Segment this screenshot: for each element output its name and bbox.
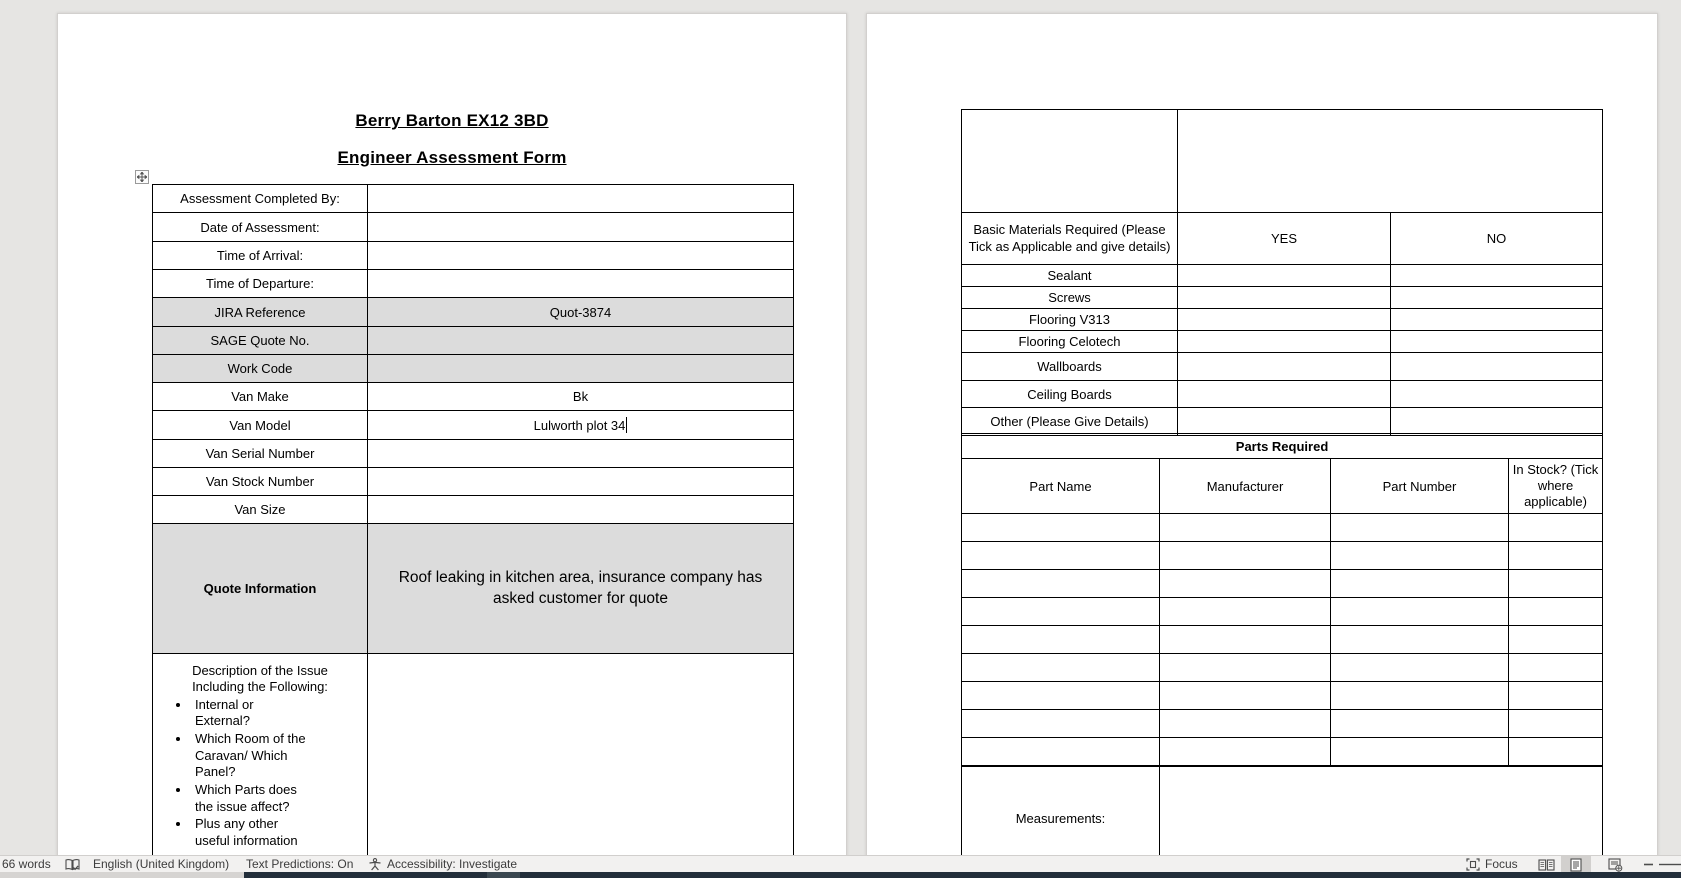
part-name-cell[interactable] (962, 542, 1160, 570)
table-move-handle[interactable] (135, 170, 149, 184)
parts-required-section-title: Parts Required (962, 434, 1603, 459)
word-status-bar (0, 855, 1681, 872)
accessibility-person-icon (368, 858, 382, 871)
in-stock-cell[interactable] (1509, 710, 1603, 738)
basic-materials-table (961, 109, 1603, 436)
form-label: Van Size (153, 496, 368, 524)
accessibility-checker-button[interactable] (366, 856, 384, 873)
taskbar-edge-strip (0, 872, 1681, 878)
part-name-column-header: Part Name (962, 459, 1160, 514)
in-stock-cell[interactable] (1509, 570, 1603, 598)
manufacturer-cell[interactable] (1160, 570, 1331, 598)
taskbar-dark-segment (244, 872, 1681, 878)
text-cursor (626, 417, 627, 433)
quote-information-label: Quote Information (153, 524, 368, 654)
form-value-cell[interactable] (368, 468, 794, 496)
manufacturer-cell[interactable] (1160, 710, 1331, 738)
material-label: Other (Please Give Details) (962, 408, 1178, 436)
manufacturer-cell[interactable] (1160, 514, 1331, 542)
material-yes-cell[interactable] (1178, 265, 1391, 287)
material-label: Flooring Celotech (962, 331, 1178, 353)
accessibility-status-button[interactable]: Accessibility: Investigate (387, 857, 518, 871)
part-number-column-header: Part Number (1331, 459, 1509, 514)
no-column-header: NO (1391, 213, 1603, 265)
material-label: Ceiling Boards (962, 381, 1178, 408)
word-count-button[interactable]: 66 words (2, 857, 51, 871)
document-page-2 (866, 13, 1658, 875)
yes-column-header: YES (1178, 213, 1391, 265)
web-layout-button[interactable] (1602, 856, 1628, 873)
part-name-cell[interactable] (962, 626, 1160, 654)
form-value-cell[interactable] (368, 496, 794, 524)
part-number-cell[interactable] (1331, 570, 1509, 598)
in-stock-cell[interactable] (1509, 542, 1603, 570)
material-yes-cell[interactable] (1178, 309, 1391, 331)
in-stock-cell[interactable] (1509, 514, 1603, 542)
manufacturer-column-header: Manufacturer (1160, 459, 1331, 514)
material-yes-cell[interactable] (1178, 287, 1391, 309)
description-value-cell[interactable] (368, 654, 794, 860)
form-value-cell[interactable] (368, 327, 794, 355)
form-value-cell[interactable] (368, 355, 794, 383)
proofing-book-icon (65, 859, 80, 871)
description-intro-line: Description of the Issue (192, 662, 328, 678)
web-layout-icon (1608, 858, 1623, 872)
proofing-status-button[interactable] (62, 856, 82, 873)
basic-materials-required-label: Basic Materials Required (Please Tick as Applicable and give details) (962, 213, 1178, 265)
description-intro-line: Including the Following: (192, 679, 328, 695)
part-number-cell[interactable] (1331, 542, 1509, 570)
focus-mode-label[interactable]: Focus (1485, 857, 1518, 871)
part-name-cell[interactable] (962, 570, 1160, 598)
materials-header-details-cell[interactable] (1178, 110, 1603, 213)
material-yes-cell[interactable] (1178, 331, 1391, 353)
manufacturer-cell[interactable] (1160, 682, 1331, 710)
form-value-cell[interactable] (368, 242, 794, 270)
description-bullet-list (157, 697, 363, 850)
read-mode-button[interactable] (1534, 856, 1558, 873)
material-yes-cell[interactable] (1178, 353, 1391, 381)
minus-icon (1644, 863, 1653, 866)
form-label: Van Make (153, 383, 368, 411)
material-no-cell[interactable] (1391, 265, 1603, 287)
part-name-cell[interactable] (962, 598, 1160, 626)
jira-reference-value[interactable]: Quot-3874 (368, 298, 794, 327)
quote-information-value[interactable] (368, 524, 794, 654)
form-label: JIRA Reference (153, 298, 368, 327)
form-value-cell[interactable] (368, 440, 794, 468)
document-headings (152, 111, 752, 168)
material-no-cell[interactable] (1391, 408, 1603, 436)
page-title: Berry Barton EX12 3BD (355, 111, 549, 130)
print-layout-button[interactable] (1561, 856, 1591, 873)
material-label: Sealant (962, 265, 1178, 287)
material-no-cell[interactable] (1391, 381, 1603, 408)
parts-required-table (961, 433, 1603, 766)
engineer-assessment-table (152, 184, 794, 860)
in-stock-cell[interactable] (1509, 626, 1603, 654)
material-yes-cell[interactable] (1178, 381, 1391, 408)
material-label: Screws (962, 287, 1178, 309)
manufacturer-cell[interactable] (1160, 654, 1331, 682)
bullet-item: • Which Room of the Caravan/ Which Panel? (191, 731, 311, 781)
focus-mode-button[interactable] (1464, 856, 1482, 873)
measurements-label: Measurements: (962, 767, 1160, 871)
manufacturer-cell[interactable] (1160, 738, 1331, 766)
form-label: Date of Assessment: (153, 213, 368, 242)
part-number-cell[interactable] (1331, 710, 1509, 738)
part-name-cell[interactable] (962, 738, 1160, 766)
bullet-item: • Which Parts does the issue affect? (191, 782, 311, 815)
van-make-value[interactable]: Bk (368, 383, 794, 411)
taskbar-app-highlight (487, 872, 520, 878)
text-predictions-button[interactable]: Text Predictions: On (246, 857, 354, 871)
part-number-cell[interactable] (1331, 598, 1509, 626)
part-name-cell[interactable] (962, 654, 1160, 682)
description-of-issue-label (153, 654, 368, 860)
van-model-value[interactable] (368, 411, 794, 440)
form-label: Time of Departure: (153, 270, 368, 298)
in-stock-cell[interactable] (1509, 654, 1603, 682)
quote-information-text: Roof leaking in kitchen area, insurance company has asked customer for quote (398, 568, 763, 607)
form-label: Work Code (153, 355, 368, 383)
move-cross-icon (137, 172, 147, 182)
form-label: Van Serial Number (153, 440, 368, 468)
in-stock-cell[interactable] (1509, 738, 1603, 766)
print-layout-icon (1570, 858, 1582, 872)
in-stock-cell[interactable] (1509, 682, 1603, 710)
language-button[interactable]: English (United Kingdom) (93, 857, 230, 871)
part-number-cell[interactable] (1331, 626, 1509, 654)
part-name-cell[interactable] (962, 514, 1160, 542)
document-page-1 (57, 13, 847, 875)
manufacturer-cell[interactable] (1160, 626, 1331, 654)
material-label: Flooring V313 (962, 309, 1178, 331)
manufacturer-cell[interactable] (1160, 598, 1331, 626)
manufacturer-cell[interactable] (1160, 542, 1331, 570)
zoom-slider-track (1659, 863, 1681, 866)
zoom-slider[interactable] (1659, 856, 1681, 873)
form-label: Time of Arrival: (153, 242, 368, 270)
form-label: Van Stock Number (153, 468, 368, 496)
material-yes-cell[interactable] (1178, 408, 1391, 436)
form-value-cell[interactable] (368, 185, 794, 213)
material-no-cell[interactable] (1391, 309, 1603, 331)
form-label: SAGE Quote No. (153, 327, 368, 355)
part-name-cell[interactable] (962, 682, 1160, 710)
form-value-cell[interactable] (368, 213, 794, 242)
read-mode-icon (1538, 859, 1555, 871)
in-stock-column-header: In Stock? (Tick where applicable) (1509, 459, 1603, 514)
form-label: Van Model (153, 411, 368, 440)
bullet-item: • Internal or External? (191, 697, 311, 730)
part-number-cell[interactable] (1331, 654, 1509, 682)
material-no-cell[interactable] (1391, 331, 1603, 353)
focus-icon (1466, 858, 1480, 871)
form-value-cell[interactable] (368, 270, 794, 298)
material-no-cell[interactable] (1391, 353, 1603, 381)
form-label: Assessment Completed By: (153, 185, 368, 213)
materials-header-empty-cell[interactable] (962, 110, 1178, 213)
part-number-cell[interactable] (1331, 682, 1509, 710)
part-name-cell[interactable] (962, 710, 1160, 738)
van-model-text: Lulworth plot 34 (533, 418, 626, 433)
form-title: Engineer Assessment Form (337, 148, 567, 167)
part-number-cell[interactable] (1331, 514, 1509, 542)
material-label: Wallboards (962, 353, 1178, 381)
zoom-out-button[interactable] (1641, 856, 1655, 873)
bullet-item: • Plus any other useful information (191, 816, 311, 849)
part-number-cell[interactable] (1331, 738, 1509, 766)
in-stock-cell[interactable] (1509, 598, 1603, 626)
material-no-cell[interactable] (1391, 287, 1603, 309)
